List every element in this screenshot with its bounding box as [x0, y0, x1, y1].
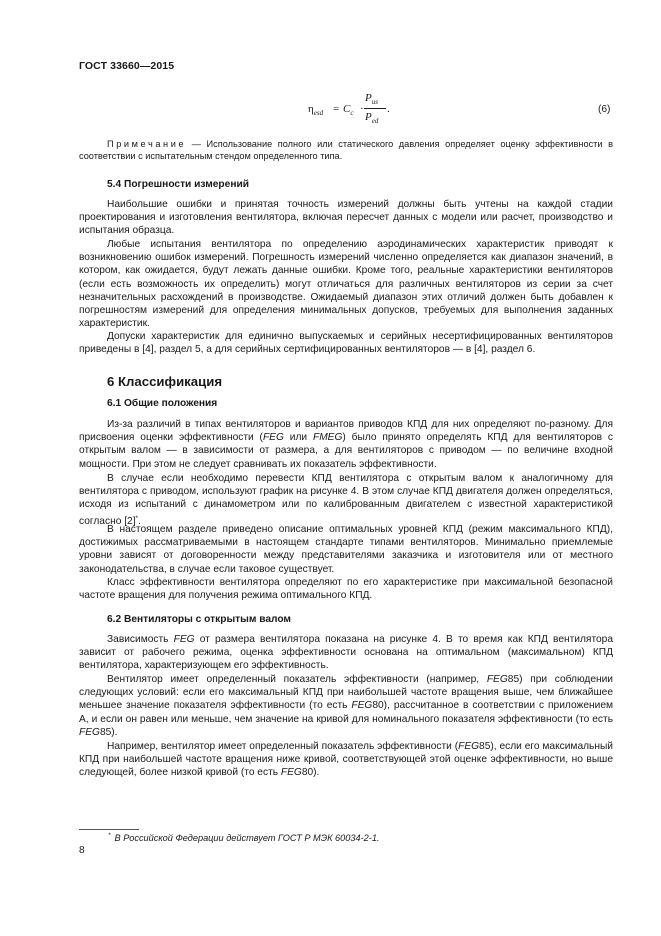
section-6-title: 6 Классификация	[107, 374, 223, 389]
note-label: Примечание	[107, 139, 187, 149]
note-text: — Использование полного или статического давления определяет оценку эффективности в соответствии с испытательным стендом определенного типа.	[79, 139, 613, 162]
s62-p2-part-b: 85) при соблюдении следующих условий: если его максимальный КПД при наибольшей частоте вращения выше, чем ближайшее меньшее значение показателя эффективности (то есть	[79, 674, 613, 712]
feg-term: FEG	[262, 432, 284, 444]
formula-6	[308, 92, 398, 126]
cc-subscript: c	[350, 109, 354, 118]
section-5-4-title: 5.4 Погрешности измерений	[107, 179, 249, 190]
s61-paragraph-4: Класс эффективности вентилятора определяют по его характеристике при максимальной безопасной частоте вращения для получения режима оптимального КПД.	[79, 577, 613, 602]
feg-term: FEG	[79, 726, 100, 738]
feg-term: FEG	[173, 634, 195, 645]
s62-p2-part-d: 85).	[99, 726, 118, 738]
s54-paragraph-1: Наибольшие ошибки и принятая точность измерений должны быть учтены на каждой стадии проектирования и изготовления вентилятора, включая пересчет данных с модели или расчет, производство и испытания образца.	[79, 199, 613, 237]
note-paragraph	[79, 138, 613, 163]
s54-paragraph-3: Допуски характеристик для единично выпускаемых и серийных несертифицированных вентиляторов приведены в [4], раздел 5, а для серийных сертифицированных вентиляторов — в [4], раздел 6.	[79, 331, 613, 356]
equals-sign: =	[333, 103, 340, 115]
feg-term: FEG	[280, 767, 302, 779]
document-header: ГОСТ 33660—2015	[79, 60, 175, 72]
s62-paragraph-1	[79, 633, 613, 673]
s61-paragraph-1	[79, 418, 613, 471]
footnote-separator	[79, 829, 139, 830]
fmeg-term: FMEG	[312, 432, 343, 444]
s62-paragraph-3	[79, 740, 613, 780]
formula-eta	[308, 103, 323, 117]
cc-symbol: C	[343, 103, 351, 115]
fraction-denominator	[365, 111, 378, 125]
feg-term: FEG	[351, 700, 373, 712]
fraction-numerator	[365, 92, 378, 106]
s61-p1-part-b: ) было принято определять КПД для вентиляторов с открытым валом — в зависимости от размера, а для вентиляторов с приводом — по величине входной мощности. При этом не следует сравнивать их показатель эффективности.	[79, 432, 613, 470]
s62-p1-part-a: Зависимость	[107, 634, 174, 645]
s62-p3-part-c: 80).	[301, 767, 320, 779]
eta-subscript: esd	[313, 109, 324, 118]
s61-p1-part-a: Из-за различий в типах вентиляторов и вариантов приводов КПД для них определяют по-разному. Для присвоения оценки эффективности (	[79, 419, 613, 444]
s62-p3-part-a: Например, вентилятор имеет определенный показатель эффективности (	[107, 741, 459, 752]
s62-p2-part-a: Вентилятор имеет определенный показатель эффективности (например,	[107, 674, 487, 685]
formula-period: .	[387, 103, 390, 115]
s61-p1-or: или	[283, 432, 313, 444]
s61-p2-part-a: В случае если необходимо перевести КПД вентилятора с открытым валом к аналогичному для вентилятора с приводом, используют график на рисунке 4. В этом случае КПД двигателя должен определяться, исходя из испытаний с динамометром или по калиброванным двигателем с известной характеристикой согласно [2]	[79, 473, 613, 527]
cc-term	[343, 103, 353, 117]
s54-paragraph-2: Любые испытания вентилятора по определению аэродинамических характеристик приводят к возникновению ошибок измерений. Погрешность измерений численно определяется как диапазон значений, в котором, как ожидается, будут лежать данные ошибки. Кроме того, реальные характеристики вентиляторов (если есть возможность их определить) могут отличаться для различных вентиляторов из серии за счет незначительных расхождений в производстве. Ожидаемый диапазон этих отличий должен быть добавлен к погрешностям измерений для определения минимальных допусков, требуемых для выполнения заданных характеристик.	[79, 239, 613, 330]
footnote-ref: *	[135, 514, 139, 522]
denominator-symbol: P	[365, 111, 372, 123]
equation-number: (6)	[598, 104, 611, 115]
numerator-symbol: P	[365, 92, 372, 104]
fraction-bar	[364, 108, 386, 109]
numerator-subscript: us	[371, 98, 378, 107]
section-6-1-title: 6.1 Общие положения	[107, 398, 218, 409]
denominator-subscript: ed	[371, 117, 379, 126]
footnote-text: В Российской Федерации действует ГОСТ Р МЭК 60034-2-1.	[114, 833, 380, 843]
s61-p2-part-b: .	[138, 515, 141, 527]
s62-p3-part-b: 85), если его максимальный КПД при наибольшей частоте вращения ниже кривой, соответствующей этой оценке эффективности, но выше следующей, более низкой кривой (то есть	[79, 741, 613, 779]
section-6-2-title: 6.2 Вентиляторы с открытым валом	[107, 614, 291, 625]
feg-term: FEG	[458, 741, 480, 752]
s62-paragraph-2	[79, 673, 613, 739]
footnote	[108, 832, 380, 843]
page-number: 8	[79, 845, 85, 856]
eta-symbol: η	[308, 103, 314, 115]
s62-p2-part-c: 80), рассчитанное в соответствии с приложением А, и если он равен или меньше, чем значение на кривой для номинального показателя эффективности (то есть	[79, 700, 613, 725]
footnote-mark: *	[108, 832, 111, 839]
s61-paragraph-2	[79, 472, 613, 528]
multiply-dot: ·	[360, 103, 364, 115]
feg-term: FEG	[486, 674, 508, 685]
s61-paragraph-3: В настоящем разделе приведено описание оптимальных уровней КПД (режим максимального КПД), достижимых рассматриваемыми в настоящем стандарте типами вентиляторов. Минимально приемлемые уровни зависят от договоренности между представителями заказчика и изготовителя или от местного законодательства, в случае если таковое существует.	[79, 524, 613, 575]
s62-p1-part-b: от размера вентилятора показана на рисунке 4. В то время как КПД вентилятора зависит от рабочего режима, оценка эффективности основана на оптимальном (максимальном) КПД вентилятора, характеризующем его эффективность.	[79, 634, 613, 672]
